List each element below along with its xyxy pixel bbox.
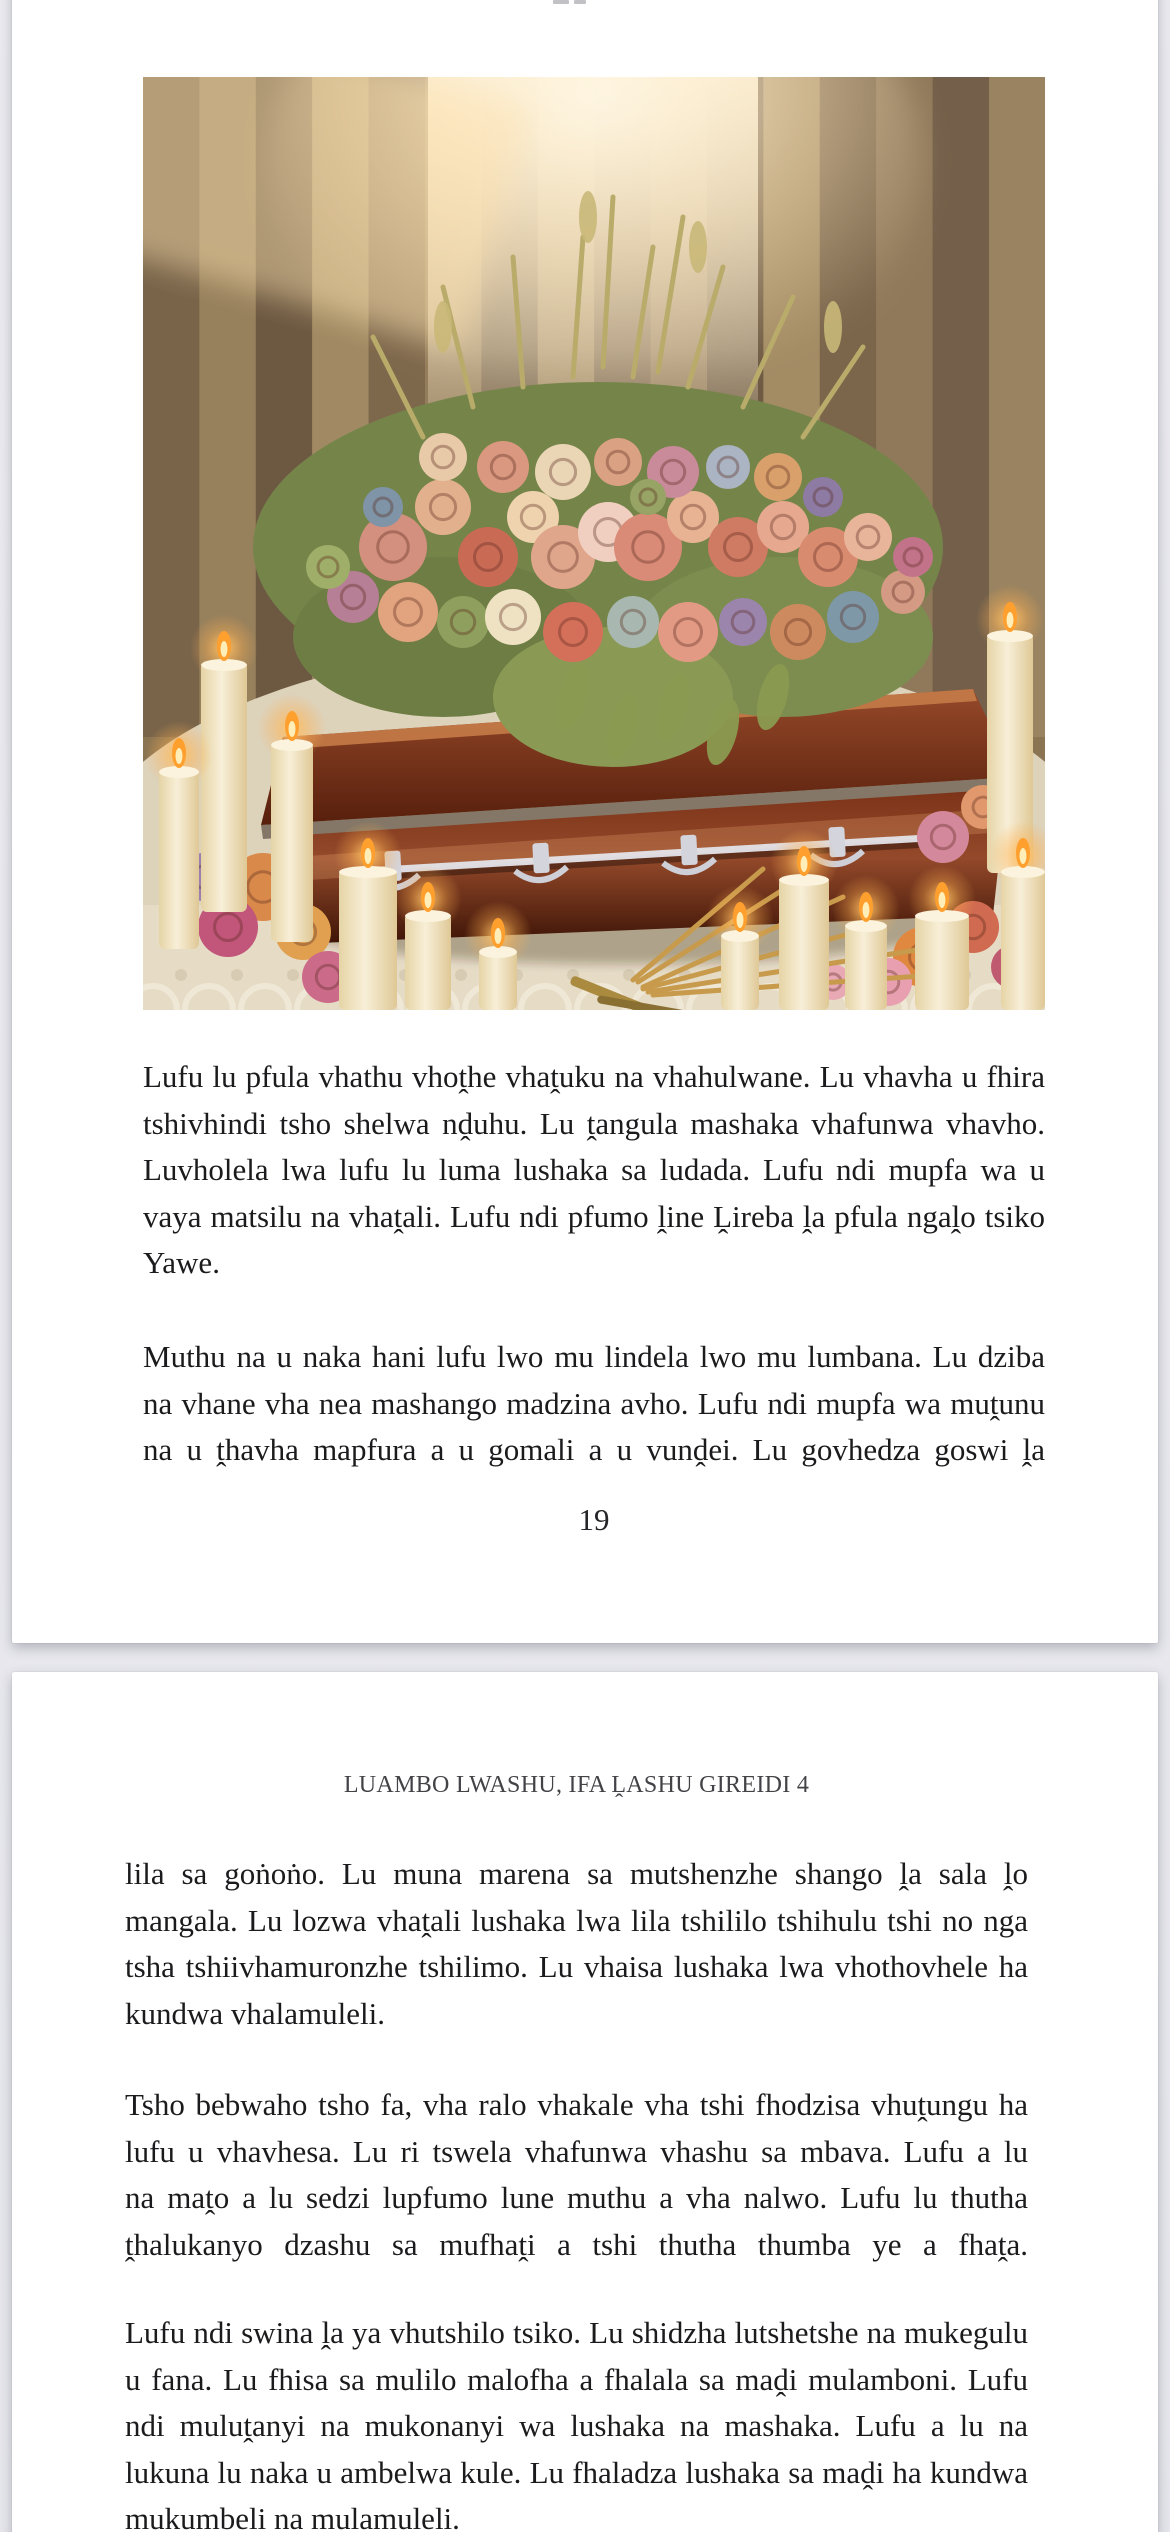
book-page-20 <box>12 1672 1158 2532</box>
text-line: Lufu lu pfula vhathu vhoṱhe vhaṱuku na vhahulwane. Lu vhavha u fhira <box>143 1059 1045 1094</box>
text-line: lukuna lu naka u ambelwa kule. Lu fhaladza lushaka sa maḓi ha kundwa <box>125 2454 1028 2490</box>
text-line: Tsho bebwaho tsho fa, vha ralo vhakale vha tshi fhodzisa vhuṱungu ha <box>125 2087 1028 2122</box>
text-line: lufu u vhavhesa. Lu ri tswela vhafunwa vhashu sa mbava. Lufu a lu <box>125 2133 1028 2169</box>
text-line: Luvholela lwa lufu lu luma lushaka sa ludada. Lufu ndi mupfa wa u <box>143 1152 1045 1187</box>
text-line: Muthu na u naka hani lufu lwo mu lindela lwo mu lumbana. Lu dziba <box>143 1339 1045 1374</box>
text-line: kundwa vhalamuleli. <box>125 1995 385 2031</box>
text-line: na maṱo a lu sedzi lupfumo lune muthu a vha nalwo. Lufu lu thutha <box>125 2180 1028 2215</box>
text-line: mangala. Lu lozwa vhaṱali lushaka lwa lila tshililo tshihulu tshi no nga <box>125 1902 1028 1938</box>
paragraph <box>143 1334 1045 1474</box>
paragraph <box>125 2082 1028 2268</box>
funeral-photo-illustration <box>143 77 1045 1010</box>
text-line: na u ṱhavha mapfura a u gomali a u vunḓei. Lu govhedza goswi ḽa <box>143 1432 1045 1467</box>
text-line: mukumbeli na mulamuleli. <box>125 2501 460 2532</box>
text-line: u fana. Lu fhisa sa mulilo malofha a fhalala sa maḓi mulamboni. Lufu <box>125 2361 1028 2397</box>
text-line: na vhane vha nea mashango madzina avho. Lufu ndi mupfa wa muṱunu <box>143 1385 1045 1421</box>
text-line: tshivhindi tsho shelwa nḓuhu. Lu ṱangula mashaka vhafunwa vhavho. <box>143 1105 1045 1141</box>
text-line: Lufu ndi swina ḽa ya vhutshilo tsiko. Lu shidzha lutshetshe na mukegulu <box>125 2315 1028 2350</box>
paragraph <box>143 1054 1045 1287</box>
book-page-19 <box>12 0 1158 1643</box>
text-line: vaya matsilu na vhaṱali. Lufu ndi pfumo ḽine Ḽireba ḽa pfula ngaḽo tsiko <box>143 1198 1045 1234</box>
text-line: ndi muluṱanyi na mukonanyi wa lushaka na mashaka. Lufu a lu na <box>125 2408 1028 2443</box>
text-line: Yawe. <box>143 1245 220 1280</box>
text-line: tsha tshiivhamuronzhe tshilimo. Lu vhaisa lushaka lwa vhothovhele ha <box>125 1949 1028 1984</box>
page-number: 19 <box>578 1502 610 1537</box>
clipped-header-remnant <box>574 0 586 4</box>
clipped-header-remnant <box>553 0 569 4</box>
text-line: lila sa goṅoṅo. Lu muna marena sa mutshenzhe shango ḽa sala ḽo <box>125 1856 1028 1891</box>
running-header: LUAMBO LWASHU, IFA ḼASHU GIREIDI 4 <box>343 1772 810 1798</box>
text-line: ṱhalukanyo dzashu sa mufhaṱi a tshi thutha thumba ye a fhaṱa. <box>125 2226 1028 2262</box>
funeral-photo <box>143 77 1045 1010</box>
paragraph <box>125 1851 1028 2037</box>
paragraph <box>125 2310 1028 2532</box>
